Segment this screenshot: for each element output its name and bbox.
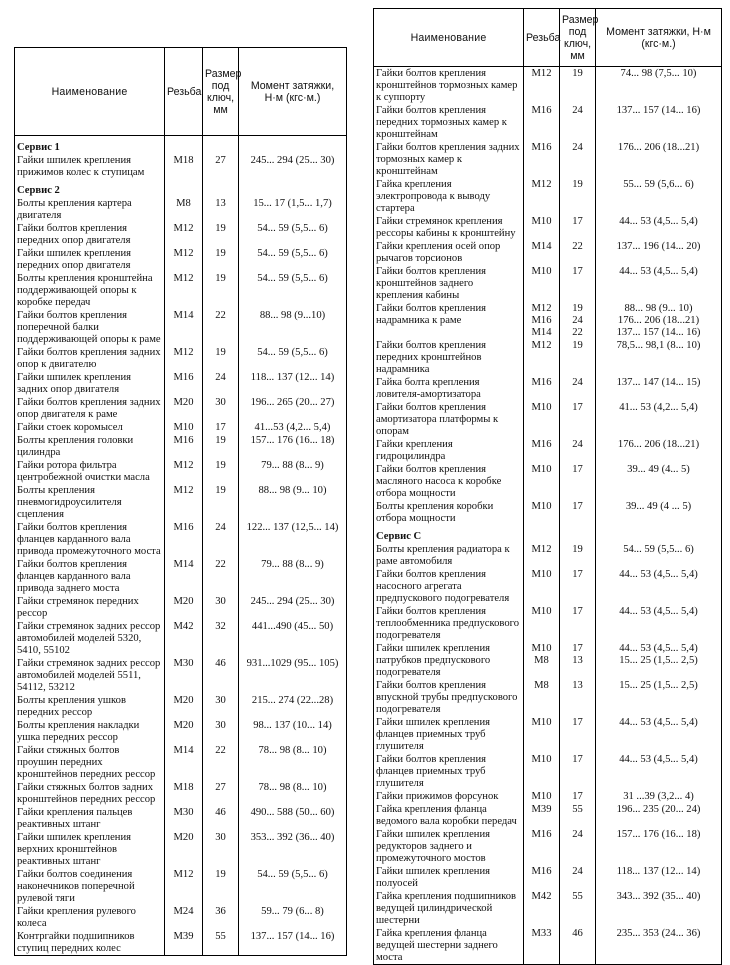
cell-torque: 41... 53 (4,2... 5,4) <box>596 401 722 438</box>
cell-key-size: 19 <box>560 543 596 568</box>
cell-torque: 235... 353 (24... 36) <box>596 927 722 965</box>
cell-torque: 44... 53 (4,5... 5,4) <box>596 605 722 642</box>
cell-name: Болты крепления пневмогидроусилителя сцепления <box>15 484 165 521</box>
cell-torque: 176... 206 (18...21) <box>596 141 722 178</box>
cell-key-size: 17 <box>560 463 596 500</box>
cell-key-size: 24 <box>560 438 596 463</box>
table-row <box>374 790 722 803</box>
cell-key-size: 55 <box>560 890 596 927</box>
cell-name: Гайки шпилек крепления редукторов заднего и промежуточного мостов <box>374 828 524 865</box>
table-row <box>374 302 722 339</box>
cell-torque: 44... 53 (4,5... 5,4) <box>596 568 722 605</box>
cell-thread: М16 <box>524 376 560 401</box>
cell-name: Гайки болтов крепления кронштейнов заднего крепления кабины <box>374 265 524 302</box>
cell-key-size: 24 <box>560 828 596 865</box>
cell-thread: М8 <box>524 679 560 716</box>
cell-name: Гайка крепления подшипников ведущей цилиндрической шестерни <box>374 890 524 927</box>
header-thread: Резьба <box>165 48 203 136</box>
cell-torque: 78... 98 (8... 10) <box>239 781 347 806</box>
cell-name: Гайки болтов крепления фланцев карданного вала привода заднего моста <box>15 558 165 595</box>
cell-torque: 118... 137 (12... 14) <box>239 371 347 396</box>
cell-name: Гайки болтов крепления передних кронштейнов надрамника <box>374 339 524 376</box>
cell-name: Гайки ротора фильтра центробежной очистки масла <box>15 459 165 484</box>
cell-torque: 215... 274 (22...28) <box>239 694 347 719</box>
cell-thread: М14 <box>165 309 203 346</box>
cell-name: Гайки болтов крепления фланцев карданного вала привода промежуточного моста <box>15 521 165 558</box>
cell-key-size: 19 24 22 <box>560 302 596 339</box>
table-row <box>15 781 347 806</box>
cell-key-size: 19 <box>203 222 239 247</box>
cell-thread: М16 <box>524 141 560 178</box>
cell-thread: М10 <box>524 753 560 790</box>
cell-thread: М12 <box>165 247 203 272</box>
cell-torque: 157... 176 (16... 18) <box>239 434 347 459</box>
cell-torque: 74... 98 (7,5... 10) <box>596 67 722 105</box>
table-row <box>15 719 347 744</box>
cell-torque: 44... 53 (4,5... 5,4) <box>596 753 722 790</box>
cell-name: Гайки стяжных болтов проушин передних кронштейнов передних рессор <box>15 744 165 781</box>
cell-torque: 176... 206 (18...21) <box>596 438 722 463</box>
table-row <box>374 500 722 525</box>
cell-name: Гайки болтов крепления насосного агрегата предпускового подогревателя <box>374 568 524 605</box>
table-row <box>15 434 347 459</box>
cell-thread: М14 <box>524 240 560 265</box>
cell-name: Болты крепления радиатора к раме автомобиля <box>374 543 524 568</box>
cell-torque: 245... 294 (25... 30) <box>239 595 347 620</box>
cell-torque: 31 ...39 (3,2... 4) <box>596 790 722 803</box>
cell-name: Болты крепления коробки отбора мощности <box>374 500 524 525</box>
cell-torque: 490... 588 (50... 60) <box>239 806 347 831</box>
cell-key-size: 30 <box>203 831 239 868</box>
table-row <box>374 376 722 401</box>
cell-key-size: 17 <box>560 215 596 240</box>
table-row <box>374 265 722 302</box>
cell-name: Гайки болтов крепления поперечной балки поддерживающей опоры к раме <box>15 309 165 346</box>
cell-torque: 44... 53 (4,5... 5,4) <box>596 215 722 240</box>
cell-key-size: 17 <box>560 753 596 790</box>
table-row <box>15 620 347 657</box>
cell-thread: М10 <box>524 568 560 605</box>
torque-table-left <box>14 47 347 956</box>
cell-thread: М39 <box>165 930 203 956</box>
cell-name: Гайки шпилек крепления фланцев приемных труб глушителя <box>374 716 524 753</box>
table-row <box>15 371 347 396</box>
cell-torque: 353... 392 (36... 40) <box>239 831 347 868</box>
cell-name: Болты крепления кронштейна поддерживающей опоры к коробке передач <box>15 272 165 309</box>
cell-key-size: 19 <box>203 484 239 521</box>
table-row <box>15 459 347 484</box>
cell-torque: 15... 17 (1,5... 1,7) <box>239 197 347 222</box>
cell-name: Гайка крепления электропровода к выводу стартера <box>374 178 524 215</box>
cell-thread: М12 <box>524 178 560 215</box>
table-row <box>374 716 722 753</box>
cell-torque: 137... 147 (14... 15) <box>596 376 722 401</box>
cell-key-size: 17 <box>560 401 596 438</box>
cell-name: Гайки болтов крепления теплообменника предпускового подогревателя <box>374 605 524 642</box>
header-key-size: Размер под ключ, мм <box>560 9 596 67</box>
table-row <box>15 657 347 694</box>
cell-name: Гайки шпилек крепления прижимов колес к ступицам <box>15 154 165 179</box>
cell-key-size: 19 <box>203 346 239 371</box>
table-row <box>15 744 347 781</box>
table-row <box>15 247 347 272</box>
table-row <box>374 178 722 215</box>
cell-thread: М16 <box>524 828 560 865</box>
cell-name: Гайки стремянок задних рессор автомобилей моделей 5320, 5410, 55102 <box>15 620 165 657</box>
cell-torque: 441...490 (45... 50) <box>239 620 347 657</box>
cell-thread: М10 <box>165 421 203 434</box>
cell-key-size: 22 <box>203 309 239 346</box>
cell-thread: М16 <box>524 865 560 890</box>
table-row <box>374 679 722 716</box>
cell-torque: 54... 59 (5,5... 6) <box>239 868 347 905</box>
table-row <box>374 890 722 927</box>
cell-name: Гайки болтов крепления передних опор двигателя <box>15 222 165 247</box>
table-row <box>374 240 722 265</box>
cell-thread: М10 <box>524 790 560 803</box>
cell-thread: М14 <box>165 744 203 781</box>
cell-thread: М10 <box>524 605 560 642</box>
cell-name: Гайки болтов крепления кронштейнов тормозных камер к суппорту <box>374 67 524 105</box>
table-row <box>374 568 722 605</box>
cell-torque: 196... 235 (20... 24) <box>596 803 722 828</box>
table-row <box>374 642 722 679</box>
cell-torque: 54... 59 (5,5... 6) <box>239 346 347 371</box>
cell-thread: М12 <box>165 459 203 484</box>
cell-name: Гайка крепления фланца ведущей шестерни заднего моста <box>374 927 524 965</box>
cell-key-size: 30 <box>203 719 239 744</box>
cell-torque: 54... 59 (5,5... 6) <box>239 272 347 309</box>
table-row <box>374 543 722 568</box>
cell-torque: 55... 59 (5,6... 6) <box>596 178 722 215</box>
cell-torque: 54... 59 (5,5... 6) <box>596 543 722 568</box>
cell-thread: М20 <box>165 694 203 719</box>
cell-key-size: 17 13 <box>560 642 596 679</box>
cell-name: Гайки шпилек крепления патрубков предпускового подогревателя <box>374 642 524 679</box>
cell-torque: 137... 157 (14... 16) <box>239 930 347 956</box>
cell-thread: М10 <box>524 716 560 753</box>
cell-key-size: 22 <box>560 240 596 265</box>
cell-key-size: 19 <box>560 339 596 376</box>
table-row <box>15 595 347 620</box>
section-row <box>374 525 722 543</box>
cell-name: Гайки стремянок крепления рессоры кабины к кронштейну <box>374 215 524 240</box>
table-row <box>15 484 347 521</box>
cell-key-size: 13 <box>203 197 239 222</box>
cell-torque: 15... 25 (1,5... 2,5) <box>596 679 722 716</box>
header-torque: Момент затяжки, Н·м (кгс·м.) <box>596 9 722 67</box>
cell-thread: М16 <box>524 438 560 463</box>
cell-name: Гайки болтов крепления передних тормозных камер к кронштейнам <box>374 104 524 141</box>
cell-thread: М39 <box>524 803 560 828</box>
table-row <box>15 197 347 222</box>
cell-key-size: 24 <box>203 521 239 558</box>
table-row <box>374 104 722 141</box>
cell-thread: М24 <box>165 905 203 930</box>
table-row <box>374 828 722 865</box>
table-row <box>374 438 722 463</box>
cell-key-size: 22 <box>203 744 239 781</box>
cell-torque: 98... 137 (10... 14) <box>239 719 347 744</box>
cell-torque: 44... 53 (4,5... 5,4) <box>596 265 722 302</box>
cell-name: Гайки шпилек крепления полуосей <box>374 865 524 890</box>
cell-name: Гайки болтов крепления амортизатора платформы к опорам <box>374 401 524 438</box>
cell-key-size: 36 <box>203 905 239 930</box>
cell-thread: М16 <box>524 104 560 141</box>
cell-name: Гайки крепления пальцев реактивных штанг <box>15 806 165 831</box>
cell-name: Гайки шпилек крепления задних опор двигателя <box>15 371 165 396</box>
table-row <box>15 421 347 434</box>
cell-name: Гайки шпилек крепления верхних кронштейнов реактивных штанг <box>15 831 165 868</box>
cell-torque: 137... 157 (14... 16) <box>596 104 722 141</box>
cell-key-size: 55 <box>560 803 596 828</box>
cell-thread: М16 <box>165 371 203 396</box>
cell-name: Гайки шпилек крепления передних опор двигателя <box>15 247 165 272</box>
cell-torque: 118... 137 (12... 14) <box>596 865 722 890</box>
cell-thread: М10 <box>524 265 560 302</box>
cell-name: Гайки стяжных болтов задних кронштейнов передних рессор <box>15 781 165 806</box>
cell-name: Гайки стоек коромысел <box>15 421 165 434</box>
cell-thread: М12 <box>524 543 560 568</box>
cell-key-size: 24 <box>560 104 596 141</box>
cell-torque: 245... 294 (25... 30) <box>239 154 347 179</box>
cell-key-size: 17 <box>560 265 596 302</box>
section-title: Сервис С <box>374 525 524 543</box>
table-row <box>374 803 722 828</box>
cell-torque: 157... 176 (16... 18) <box>596 828 722 865</box>
table-row <box>15 222 347 247</box>
cell-name: Гайка болта крепления ловителя-амортизатора <box>374 376 524 401</box>
cell-name: Гайки болтов крепления надрамника к раме <box>374 302 524 339</box>
table-row <box>374 67 722 105</box>
cell-thread: М30 <box>165 806 203 831</box>
cell-key-size: 46 <box>203 806 239 831</box>
cell-torque: 88... 98 (9... 10) 176... 206 (18...21) 137... 157 (14... 16) <box>596 302 722 339</box>
cell-name: Гайки стремянок задних рессор автомобилей моделей 5511, 54112, 53212 <box>15 657 165 694</box>
cell-key-size: 13 <box>560 679 596 716</box>
table-row <box>374 463 722 500</box>
table-row <box>374 605 722 642</box>
cell-thread: М42 <box>524 890 560 927</box>
cell-torque: 39... 49 (4... 5) <box>596 463 722 500</box>
cell-torque: 196... 265 (20... 27) <box>239 396 347 421</box>
cell-thread: М20 <box>165 396 203 421</box>
cell-name: Гайки болтов крепления задних опор двигателя к раме <box>15 396 165 421</box>
cell-torque: 78... 98 (8... 10) <box>239 744 347 781</box>
table-row <box>374 401 722 438</box>
cell-key-size: 19 <box>560 67 596 105</box>
cell-thread: М20 <box>165 595 203 620</box>
cell-thread: М30 <box>165 657 203 694</box>
cell-thread: М12 <box>165 346 203 371</box>
cell-name: Болты крепления ушков передних рессор <box>15 694 165 719</box>
cell-key-size: 17 <box>560 790 596 803</box>
cell-key-size: 19 <box>203 868 239 905</box>
cell-torque: 39... 49 (4 ... 5) <box>596 500 722 525</box>
cell-thread: М12 <box>165 222 203 247</box>
cell-key-size: 17 <box>203 421 239 434</box>
section-title: Сервис 1 <box>15 136 165 155</box>
cell-key-size: 30 <box>203 595 239 620</box>
table-row <box>15 521 347 558</box>
cell-name: Гайки болтов крепления масляного насоса к коробке отбора мощности <box>374 463 524 500</box>
table-row <box>15 930 347 956</box>
cell-name: Болты крепления картера двигателя <box>15 197 165 222</box>
cell-key-size: 27 <box>203 154 239 179</box>
table-row <box>15 154 347 179</box>
cell-name: Гайки стремянок передних рессор <box>15 595 165 620</box>
table-row <box>374 865 722 890</box>
table-body-right <box>374 67 722 965</box>
cell-torque: 54... 59 (5,5... 6) <box>239 222 347 247</box>
cell-key-size: 24 <box>560 376 596 401</box>
cell-thread: М12 М16 М14 <box>524 302 560 339</box>
cell-thread: М10 <box>524 215 560 240</box>
cell-torque: 137... 196 (14... 20) <box>596 240 722 265</box>
cell-key-size: 24 <box>560 865 596 890</box>
cell-key-size: 30 <box>203 694 239 719</box>
cell-key-size: 17 <box>560 500 596 525</box>
cell-key-size: 19 <box>203 459 239 484</box>
header-name: Наименование <box>15 48 165 136</box>
cell-key-size: 24 <box>560 141 596 178</box>
cell-thread: М16 <box>165 434 203 459</box>
cell-name: Болты крепления накладки ушка передних рессор <box>15 719 165 744</box>
cell-thread: М12 <box>165 868 203 905</box>
cell-name: Гайки болтов крепления фланцев приемных труб глушителя <box>374 753 524 790</box>
cell-torque: 122... 137 (12,5... 14) <box>239 521 347 558</box>
cell-key-size: 30 <box>203 396 239 421</box>
cell-torque: 44... 53 (4,5... 5,4) <box>596 716 722 753</box>
cell-thread: М20 <box>165 719 203 744</box>
cell-torque: 79... 88 (8... 9) <box>239 459 347 484</box>
section-row <box>15 179 347 197</box>
table-row <box>15 346 347 371</box>
cell-name: Гайки крепления осей опор рычагов торсионов <box>374 240 524 265</box>
cell-name: Гайки болтов крепления задних тормозных камер к кронштейнам <box>374 141 524 178</box>
cell-thread: М20 <box>165 831 203 868</box>
cell-key-size: 19 <box>203 272 239 309</box>
cell-thread: М12 <box>524 67 560 105</box>
cell-thread: М10 <box>524 463 560 500</box>
cell-torque: 54... 59 (5,5... 6) <box>239 247 347 272</box>
table-body-left <box>15 136 347 956</box>
cell-thread: М8 <box>165 197 203 222</box>
cell-thread: М10 <box>524 500 560 525</box>
cell-key-size: 32 <box>203 620 239 657</box>
cell-thread: М10 <box>524 401 560 438</box>
cell-torque: 44... 53 (4,5... 5,4) 15... 25 (1,5... 2,5) <box>596 642 722 679</box>
table-row <box>15 272 347 309</box>
cell-key-size: 19 <box>560 178 596 215</box>
cell-name: Контргайки подшипников ступиц передних колес <box>15 930 165 956</box>
cell-key-size: 17 <box>560 605 596 642</box>
cell-torque: 88... 98 (9...10) <box>239 309 347 346</box>
header-name: Наименование <box>374 9 524 67</box>
cell-torque: 59... 79 (6... 8) <box>239 905 347 930</box>
cell-thread: М42 <box>165 620 203 657</box>
header-thread: Резьба <box>524 9 560 67</box>
cell-name: Гайки болтов соединения наконечников поперечной рулевой тяги <box>15 868 165 905</box>
table-row <box>374 927 722 965</box>
cell-key-size: 19 <box>203 247 239 272</box>
cell-key-size: 46 <box>560 927 596 965</box>
table-row <box>374 339 722 376</box>
cell-thread: М14 <box>165 558 203 595</box>
cell-key-size: 17 <box>560 716 596 753</box>
cell-name: Гайки крепления рулевого колеса <box>15 905 165 930</box>
cell-name: Болты крепления головки цилиндра <box>15 434 165 459</box>
cell-name: Гайки болтов крепления задних опор к двигателю <box>15 346 165 371</box>
cell-key-size: 46 <box>203 657 239 694</box>
cell-thread: М10 М8 <box>524 642 560 679</box>
table-row <box>15 558 347 595</box>
cell-torque: 78,5... 98,1 (8... 10) <box>596 339 722 376</box>
cell-thread: М12 <box>165 484 203 521</box>
cell-torque: 343... 392 (35... 40) <box>596 890 722 927</box>
section-title: Сервис 2 <box>15 179 165 197</box>
cell-key-size: 17 <box>560 568 596 605</box>
cell-name: Гайка крепления фланца ведомого вала коробки передач <box>374 803 524 828</box>
table-row <box>15 905 347 930</box>
table-row <box>15 396 347 421</box>
table-row <box>15 868 347 905</box>
table-row <box>374 753 722 790</box>
cell-thread: М12 <box>524 339 560 376</box>
table-row <box>15 309 347 346</box>
cell-name: Гайки прижимов форсунок <box>374 790 524 803</box>
table-row <box>15 806 347 831</box>
table-row <box>374 215 722 240</box>
cell-torque: 41...53 (4,2... 5,4) <box>239 421 347 434</box>
table-row <box>15 831 347 868</box>
torque-table-right <box>373 8 722 965</box>
header-torque: Момент затяжки, Н·м (кгс·м.) <box>239 48 347 136</box>
cell-key-size: 22 <box>203 558 239 595</box>
cell-torque: 88... 98 (9... 10) <box>239 484 347 521</box>
cell-key-size: 19 <box>203 434 239 459</box>
cell-thread: М33 <box>524 927 560 965</box>
header-key-size: Размер под ключ, мм <box>203 48 239 136</box>
table-row <box>15 694 347 719</box>
cell-torque: 931...1029 (95... 105) <box>239 657 347 694</box>
cell-key-size: 27 <box>203 781 239 806</box>
cell-torque: 79... 88 (8... 9) <box>239 558 347 595</box>
cell-key-size: 24 <box>203 371 239 396</box>
cell-name: Гайки болтов крепления впускной трубы предпускового подогревателя <box>374 679 524 716</box>
cell-thread: М18 <box>165 781 203 806</box>
table-row <box>374 141 722 178</box>
cell-name: Гайки крепления гидроцилиндра <box>374 438 524 463</box>
cell-key-size: 55 <box>203 930 239 956</box>
cell-thread: М16 <box>165 521 203 558</box>
section-row <box>15 136 347 155</box>
cell-thread: М18 <box>165 154 203 179</box>
cell-thread: М12 <box>165 272 203 309</box>
